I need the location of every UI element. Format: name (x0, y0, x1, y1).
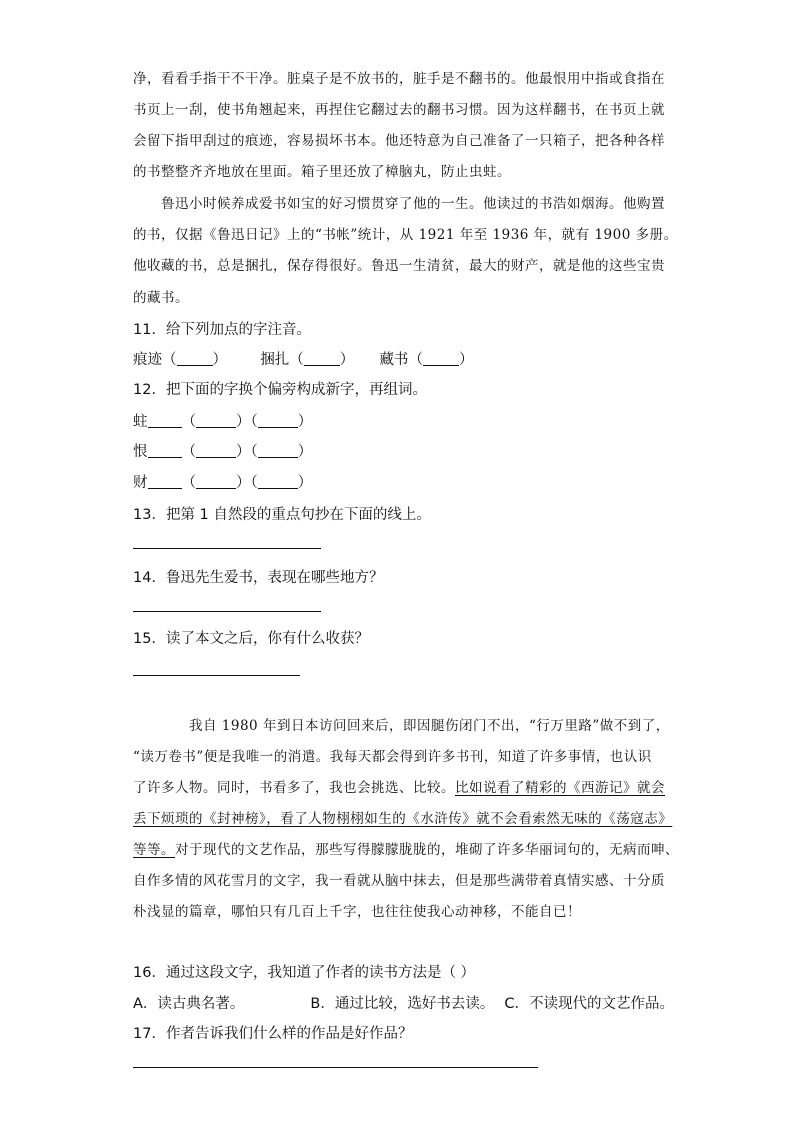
passage1-line1: 净，看看手指干不干净。脏桌子是不放书的，脏手是不翻书的。他最恨用中指或食指在 (133, 71, 665, 87)
q11-items (133, 348, 473, 369)
question-16: 16．通过这段文字，我知道了作者的读书方法是（ ） (133, 965, 476, 981)
q12-row3-char-blank[interactable] (148, 474, 182, 489)
q13-answer-line[interactable] (133, 548, 321, 549)
q11-blank-2[interactable] (304, 351, 340, 366)
q15-answer-line[interactable] (133, 675, 300, 676)
passage2-line5: 丢下烦琐的《封神榜》，看了人物栩栩如生的《水浒传》就不会看索然无味的《荡寇志》 (133, 811, 673, 827)
q16-option-c[interactable]: C．不读现代的文艺作品。 (504, 996, 674, 1012)
q16-option-a[interactable]: A．读古典名著。 (133, 996, 245, 1012)
passage2-line1: 我自 1980 年到日本访问回来后，即因腿伤闭门不出，“行万里路”做不到了， (189, 718, 670, 734)
passage1-line2: 书页上一刮，使书角翘起来，再捏住它翻过去的翻书习惯。因为这样翻书，在书页上就 (133, 102, 665, 118)
passage2-line6: 等等。对于现代的文艺作品，那些写得朦朦胧胧的，堆砌了许多华丽词句的，无病而呻、 (133, 842, 679, 858)
q16-options (133, 992, 674, 1013)
q12-row2-word-blank-1[interactable] (196, 443, 236, 458)
passage2-line3: 了许多人物。同时，书看多了，我也会挑选、比较。比如说看了精彩的《西游记》就会 (133, 780, 665, 796)
q14-answer-line[interactable] (133, 611, 321, 612)
q12-row3-word-blank-2[interactable] (258, 474, 298, 489)
passage1-line5: 鲁迅小时候养成爱书如宝的好习惯贯穿了他的一生。他读过的书浩如烟海。他购置 (161, 196, 665, 212)
q11-blank-3[interactable] (423, 351, 459, 366)
passage1-line6: 的书，仅据《鲁迅日记》上的“书帐”统计，从 1921 年至 1936 年，就有 1900 多册。 (133, 227, 678, 243)
q11-item-1: 痕迹（ ） (133, 352, 227, 368)
q12-row1-word-blank-1[interactable] (196, 413, 236, 428)
q11-item-3: 藏书（ ） (379, 352, 474, 368)
passage2-underlined-part-1: 比如说看了精彩的《西游记》就会 (455, 780, 665, 796)
question-14: 14．鲁迅先生爱书，表现在哪些地方？ (133, 570, 384, 586)
q12-row-2: 恨 （ ）（ ） (133, 444, 313, 460)
q17-answer-line[interactable] (133, 1067, 538, 1068)
passage2-line8: 朴浅显的篇章，哪怕只有几百上千字，也往往使我心动神移，不能自已！ (133, 904, 581, 920)
question-12: 12．把下面的字换个偏旁构成新字，再组词。 (133, 382, 427, 398)
q12-row3-word-blank-1[interactable] (196, 474, 236, 489)
passage1-line8: 的藏书。 (133, 290, 189, 306)
passage1-line7: 他收藏的书，总是捆扎，保存得很好。鲁迅一生清贫，最大的财产，就是他的这些宝贵 (133, 258, 665, 274)
passage2-line2: “读万卷书”便是我唯一的消遣。我每天都会得到许多书刊，知道了许多事情，也认识 (133, 749, 652, 765)
question-11: 11．给下列加点的字注音。 (133, 322, 311, 338)
q12-row-3: 财 （ ）（ ） (133, 475, 313, 491)
passage2-line7: 自作多情的风花雪月的文字，我一看就从脑中抹去，但是那些满带着真情实感、十分质 (133, 873, 665, 889)
q12-row2-word-blank-2[interactable] (258, 443, 298, 458)
question-13: 13．把第 1 自然段的重点句抄在下面的线上。 (133, 507, 431, 523)
question-17: 17．作者告诉我们什么样的作品是好作品？ (133, 1026, 413, 1042)
passage1-line4: 的书整整齐齐地放在里面。箱子里还放了樟脑丸，防止虫蛀。 (133, 164, 511, 180)
q16-option-b[interactable]: B．通过比较，选好书去读。 (310, 996, 495, 1012)
question-15: 15．读了本文之后，你有什么收获？ (133, 631, 369, 647)
q12-row1-word-blank-2[interactable] (258, 413, 298, 428)
q12-row2-char-blank[interactable] (148, 443, 182, 458)
q12-row-1: 蛀 （ ）（ ） (133, 414, 313, 430)
passage2-underlined-part-3: 等等。 (133, 842, 175, 858)
passage1-line3: 会留下指甲刮过的痕迹，容易损坏书本。他还特意为自己准备了一只箱子，把各种各样 (133, 133, 665, 149)
q11-item-2: 捆扎（ ） (260, 352, 355, 368)
q11-blank-1[interactable] (177, 351, 213, 366)
q12-row1-char-blank[interactable] (148, 413, 182, 428)
